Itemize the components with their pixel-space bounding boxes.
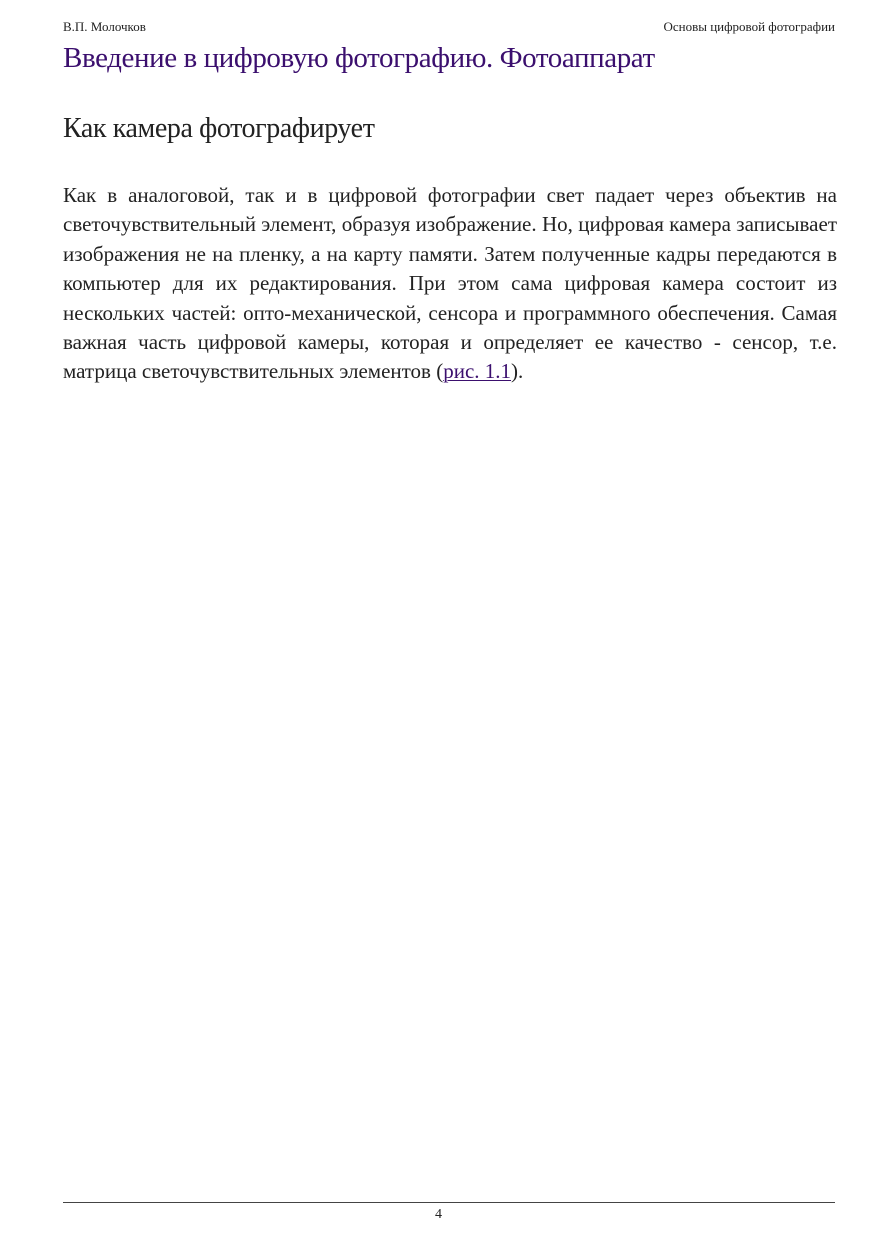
header-book-title: Основы цифровой фотографии <box>663 19 835 34</box>
figure-link[interactable]: рис. 1.1 <box>443 359 512 384</box>
footer-divider <box>63 1202 835 1203</box>
running-header <box>63 17 835 37</box>
chapter-title: Введение в цифровую фотографию. Фотоаппарат <box>63 42 655 74</box>
body-paragraph <box>63 181 837 387</box>
paragraph-end: ). <box>511 359 524 384</box>
section-title: Как камера фотографирует <box>63 113 375 144</box>
header-author: В.П. Молочков <box>63 19 146 34</box>
paragraph-text: Как в аналоговой, так и в цифровой фотографии свет падает через объектив на светочувствительный элемент, образуя изображение. Но, цифровая камера записывает изображения не на пленку, а на карту памяти. Затем полученные кадры передаются в компьютер для их редактирования. При этом сама цифровая камера состоит из нескольких частей: опто-механической, сенсора и программного обеспечения. Самая важная часть цифровой камеры, которая и определяет ее качество - сенсор, т.е. матрица светочувствительных элементов ( <box>63 183 837 384</box>
page-number: 4 <box>435 1207 442 1222</box>
